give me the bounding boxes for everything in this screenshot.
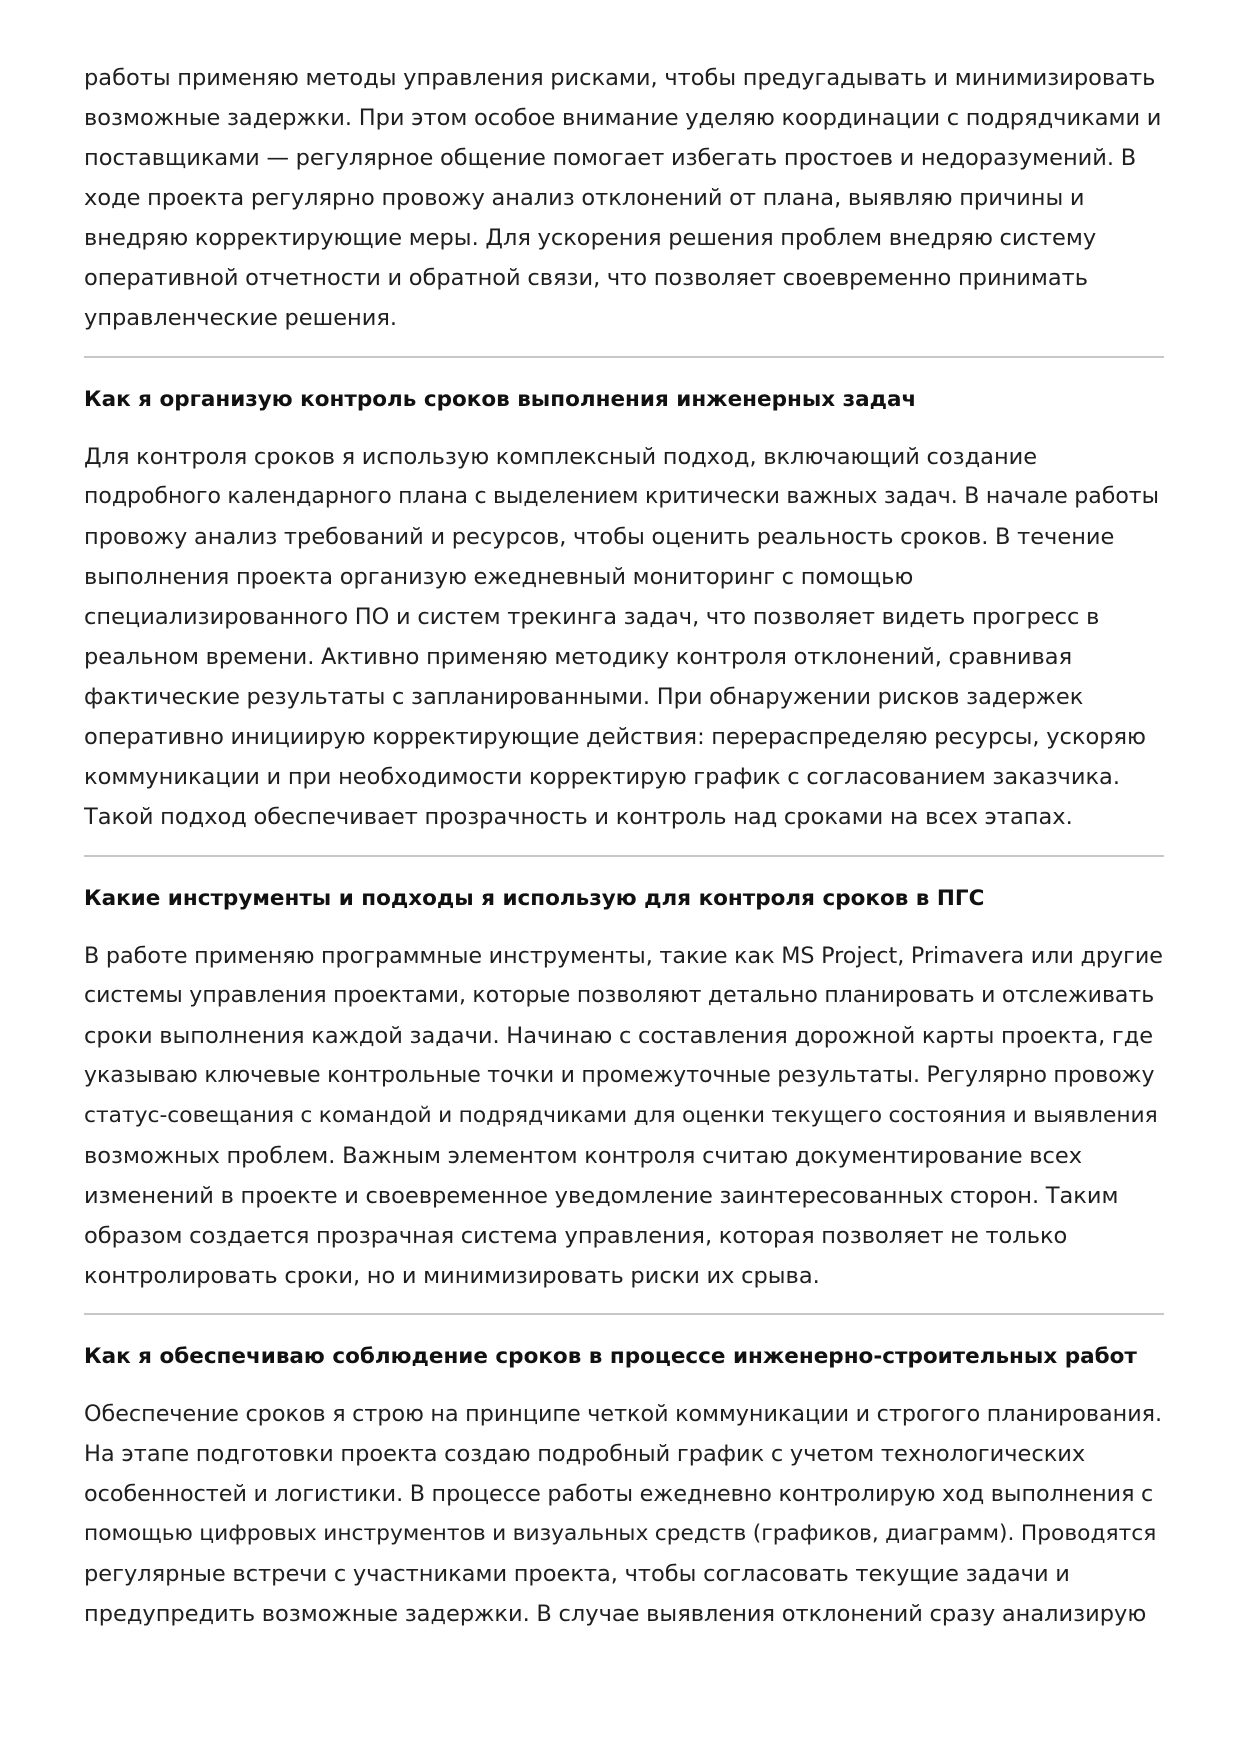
document-page xyxy=(84,58,1164,1634)
text-line: указываю ключевые контрольные точки и промежуточные результаты. Регулярно провожу xyxy=(84,1063,1155,1088)
section-divider xyxy=(84,356,1164,358)
text-line: управленческие решения. xyxy=(84,305,398,331)
section-deadline-control xyxy=(84,385,1164,855)
text-line: подробного календарного плана с выделением критически важных задач. В начале работы xyxy=(84,484,1159,509)
text-line: работы применяю методы управления рисками, чтобы предугадывать и минимизировать xyxy=(84,65,1156,91)
text-line: регулярные встречи с участниками проекта, чтобы согласовать текущие задачи и xyxy=(84,1561,1070,1587)
section-heading: Какие инструменты и подходы я использую для контроля сроков в ПГС xyxy=(84,886,985,911)
text-line: помощью цифровых инструментов и визуальных средств (графиков, диаграмм). Проводятся xyxy=(84,1521,1157,1546)
paragraph xyxy=(84,58,1164,338)
text-line: изменений в проекте и своевременное уведомление заинтересованных сторон. Таким xyxy=(84,1183,1119,1209)
text-line: На этапе подготовки проекта создаю подробный график с учетом технологических xyxy=(84,1441,1086,1467)
text-line: реальном времени. Активно применяю методику контроля отклонений, сравнивая xyxy=(84,644,1073,670)
text-line: возможные задержки. При этом особое внимание уделяю координации с подрядчиками и xyxy=(84,105,1162,131)
text-line: системы управления проектами, которые позволяют детально планировать и отслеживать xyxy=(84,983,1155,1008)
text-line: Такой подход обеспечивает прозрачность и контроль над сроками на всех этапах. xyxy=(84,804,1073,830)
section-divider xyxy=(84,855,1164,857)
paragraph xyxy=(84,1394,1164,1634)
text-line: образом создается прозрачная система управления, которая позволяет не только xyxy=(84,1223,1068,1249)
text-line: статус-совещания с командой и подрядчиками для оценки текущего состояния и выявления xyxy=(84,1103,1158,1128)
text-line: ходе проекта регулярно провожу анализ отклонений от плана, выявляю причины и xyxy=(84,185,1085,211)
text-line: провожу анализ требований и ресурсов, чтобы оценить реальность сроков. В течение xyxy=(84,524,1115,550)
text-line: внедряю корректирующие меры. Для ускорения решения проблем внедряю систему xyxy=(84,225,1097,251)
text-line: коммуникации и при необходимости корректирую график с согласованием заказчика. xyxy=(84,764,1120,790)
text-line: фактические результаты с запланированными. При обнаружении рисков задержек xyxy=(84,684,1084,710)
section-heading: Как я организую контроль сроков выполнения инженерных задач xyxy=(84,387,917,412)
text-line: Для контроля сроков я использую комплексный подход, включающий создание xyxy=(84,444,1038,470)
text-line: Обеспечение сроков я строю на принципе четкой коммуникации и строгого планирования. xyxy=(84,1401,1163,1427)
text-line: оперативной отчетности и обратной связи, что позволяет своевременно принимать xyxy=(84,265,1089,291)
text-line: выполнения проекта организую ежедневный мониторинг с помощью xyxy=(84,564,914,590)
text-line: особенностей и логистики. В процессе работы ежедневно контролирую ход выполнения с xyxy=(84,1481,1154,1507)
text-line: специализированного ПО и систем трекинга задач, что позволяет видеть прогресс в xyxy=(84,604,1100,630)
section-intro xyxy=(84,58,1164,356)
text-line: контролировать сроки, но и минимизировать риски их срыва. xyxy=(84,1263,820,1289)
text-line: возможных проблем. Важным элементом контроля считаю документирование всех xyxy=(84,1143,1083,1169)
text-line: сроки выполнения каждой задачи. Начинаю с составления дорожной карты проекта, где xyxy=(84,1023,1154,1049)
text-line: предупредить возможные задержки. В случае выявления отклонений сразу анализирую xyxy=(84,1601,1147,1627)
section-divider xyxy=(84,1313,1164,1315)
paragraph xyxy=(84,437,1164,855)
text-line: В работе применяю программные инструменты, такие как MS Project, Primavera или другие xyxy=(84,943,1163,969)
paragraph xyxy=(84,936,1164,1313)
section-compliance xyxy=(84,1342,1164,1634)
section-tools-approaches xyxy=(84,884,1164,1313)
text-line: поставщиками — регулярное общение помогает избегать простоев и недоразумений. В xyxy=(84,145,1137,171)
text-line: оперативно инициирую корректирующие действия: перераспределяю ресурсы, ускоряю xyxy=(84,724,1146,750)
section-heading: Как я обеспечиваю соблюдение сроков в процессе инженерно-строительных работ xyxy=(84,1344,1137,1369)
